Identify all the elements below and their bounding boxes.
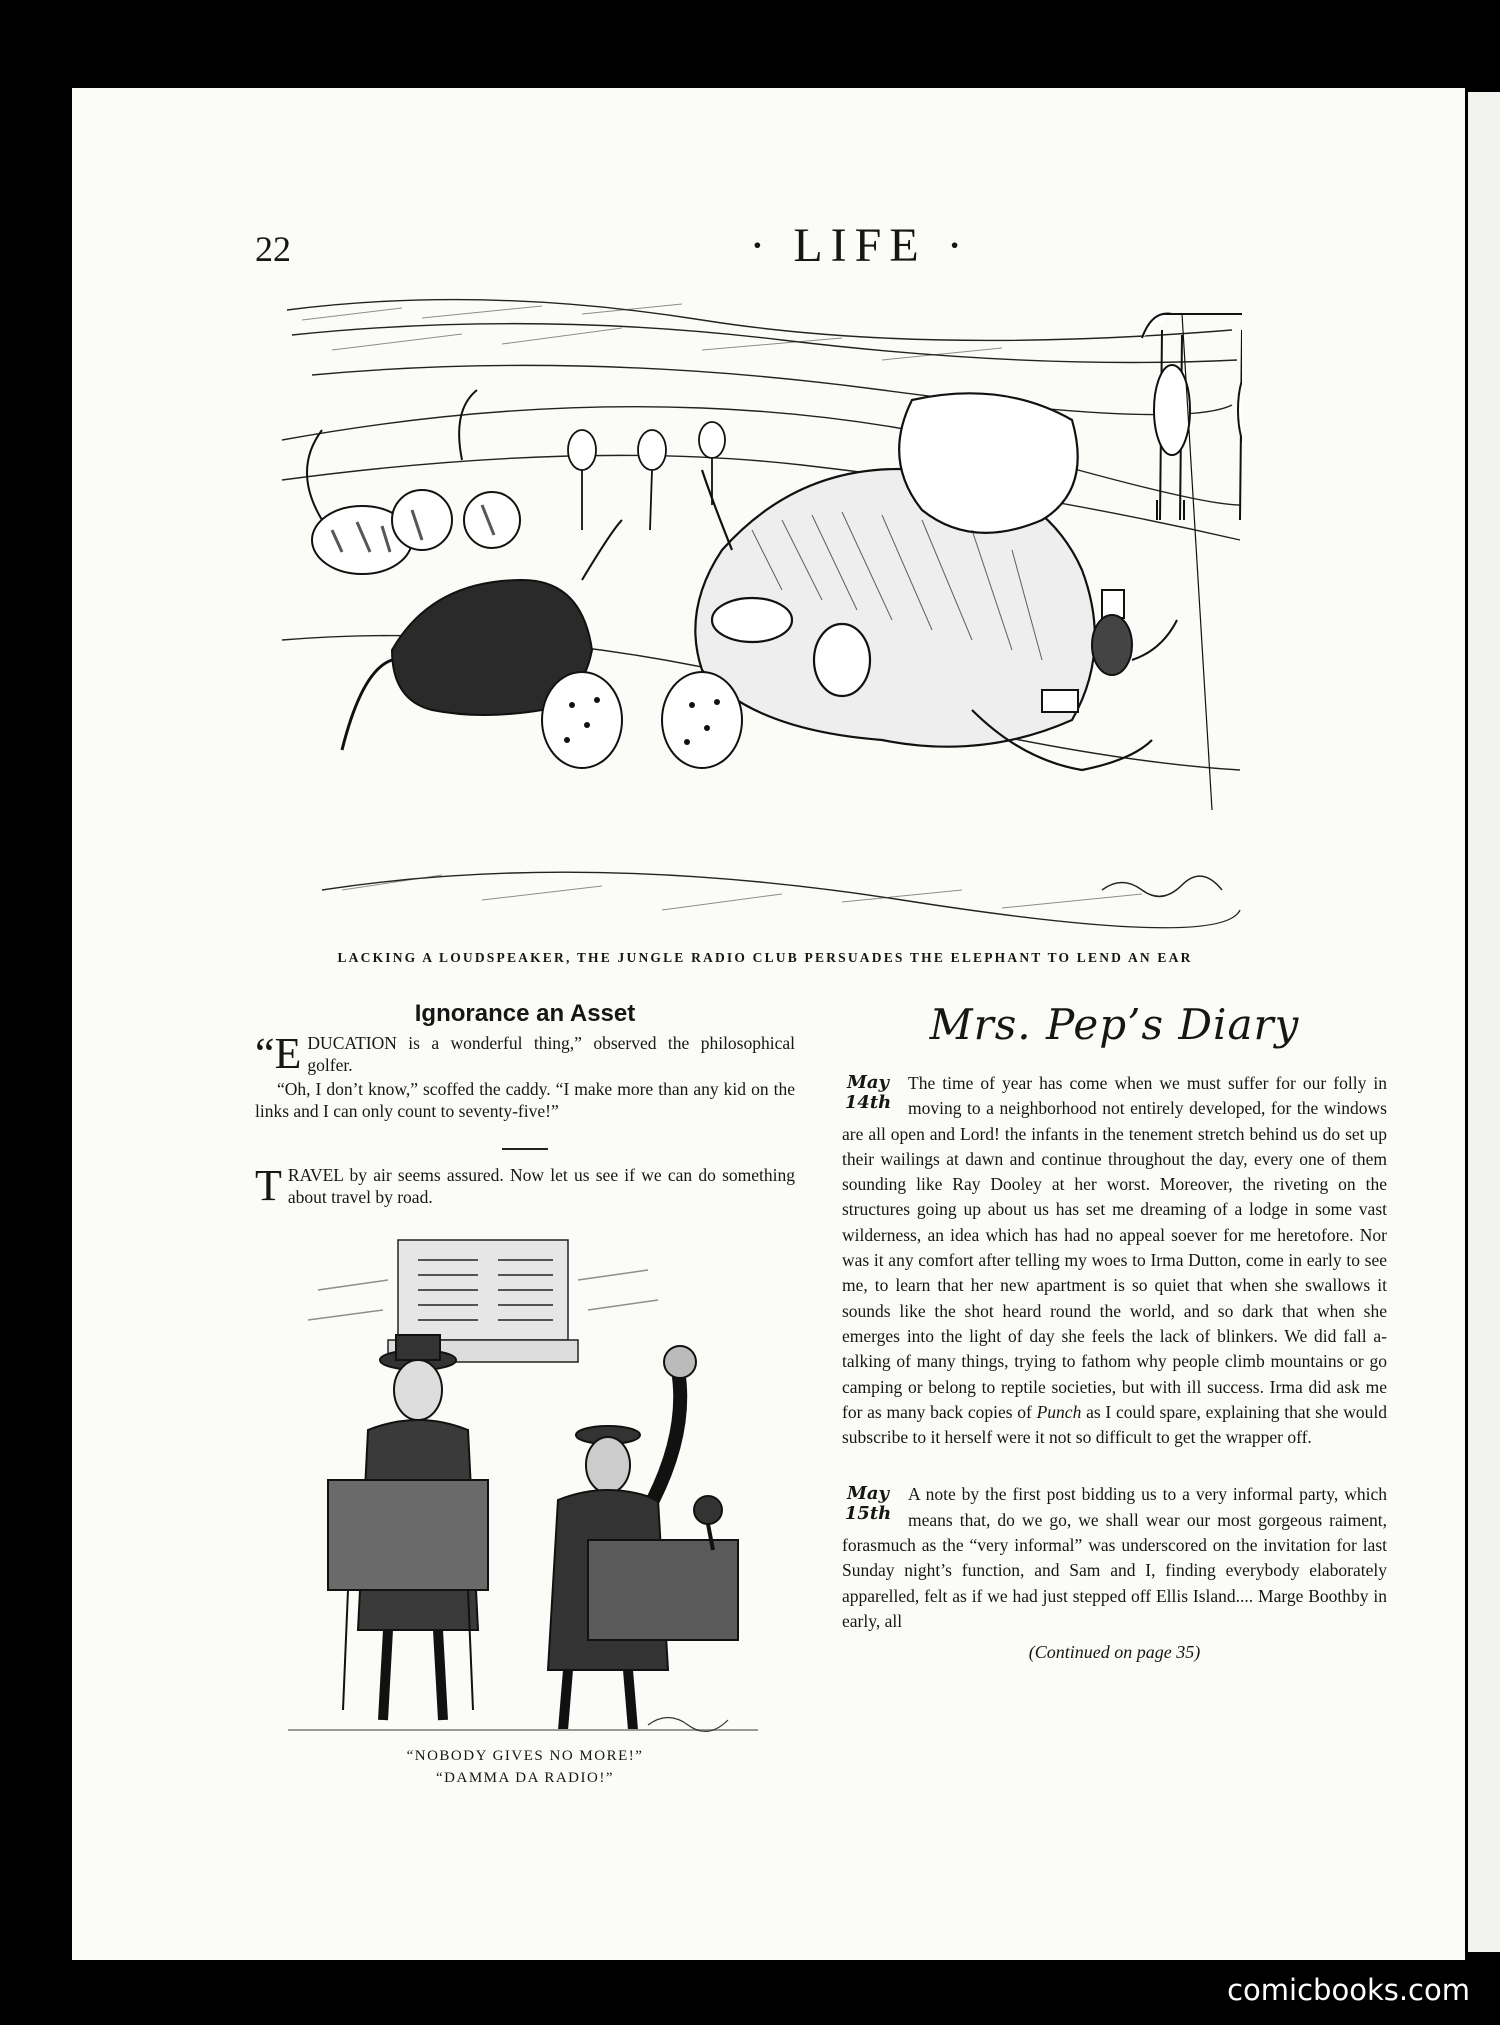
masthead-title: · LIFE · (749, 219, 971, 272)
entry-text: A note by the first post bidding us to a very informal party, which means that, do we go, we shall wear our most gorgeous raiment, forasmuch as the “very informal” was underscored on the invitation for last Sunday night’s function, and Sam and I, finding everybody elaborately apparelled, felt as if we had just stepped off Ellis Island.... Marge Boothby in early, all (842, 1484, 1387, 1631)
joke-caddy-reply: “Oh, I don’t know,” scoffed the caddy. “I make more than any kid on the links and I can only count to seventy-five!” (255, 1079, 795, 1121)
caption-line-2: “DAMMA DA RADIO!” (436, 1770, 614, 1786)
diary-entry-may-15 (842, 1482, 1387, 1634)
continued-note: (Continued on page 35) (1028, 1642, 1201, 1663)
joke-education (255, 1029, 795, 1078)
dropcap-t: T (255, 1161, 282, 1210)
diary-entry-may-14 (842, 1071, 1387, 1450)
top-cartoon-caption: LACKING A LOUDSPEAKER, THE JUNGLE RADIO CLUB PERSUADES THE ELEPHANT TO LEND AN EAR (337, 950, 1193, 965)
page-number: 22 (255, 229, 291, 269)
organ-grinders-caption (255, 1745, 795, 1789)
entry-date: May 15th (844, 1483, 892, 1525)
organ-grinders-cartoon (288, 1230, 758, 1750)
entry-text: The time of year has come when we must suffer for our folly in moving to a neighborhood not entirely developed, for the windows are all open and Lord! the infants in the tenement stretch behind us do set up their wailings at dawn and continue throughout the day, every one of them sounding like Ray Dooley at her worst. Moreover, the riveting on the structures going up about us has set me dreaming of a lodge in some vast wilderness, an idea which has had no appeal soever for me heretofore. Nor was it any comfort after telling my woes to Irma Dutton, come in early to see me, to learn that her new apartment is so quiet that when she swallows it sounds like the shot heard round the world, and so dark that when she emerges into the light of day she feels the lack of blinkers. We did fall a-talking of many things, trying to fathom why people climb mountains or go camping or belong to reptile societies, but with ill success. Irma did ask me for as many back copies of Punch as I could spare, explaining that she would subscribe to it herself were it not so difficult to get the wrapper off. (842, 1073, 1387, 1448)
next-page-edge (1468, 92, 1500, 1952)
jungle-radio-cartoon (282, 290, 1242, 930)
entry-date: May 14th (844, 1072, 892, 1113)
left-column (255, 1000, 795, 1208)
caption-line-1: “NOBODY GIVES NO MORE!” (406, 1748, 644, 1764)
section-divider (502, 1148, 548, 1150)
joke-education-text: DUCATION is a wonderful thing,” observed the philosophical golfer. (307, 1033, 795, 1075)
site-watermark: comicbooks.com (1227, 1973, 1470, 2007)
joke-travel-text: RAVEL by air seems assured. Now let us see if we can do something about travel by road. (287, 1165, 795, 1207)
dropcap-e: “E (255, 1029, 302, 1078)
punch-title: Punch (1036, 1401, 1082, 1422)
joke-travel (255, 1161, 795, 1210)
article-heading: Ignorance an Asset (414, 1000, 636, 1027)
diary-title: Mrs. Pep’s Diary (929, 1000, 1300, 1049)
diary-column (842, 1000, 1387, 1663)
